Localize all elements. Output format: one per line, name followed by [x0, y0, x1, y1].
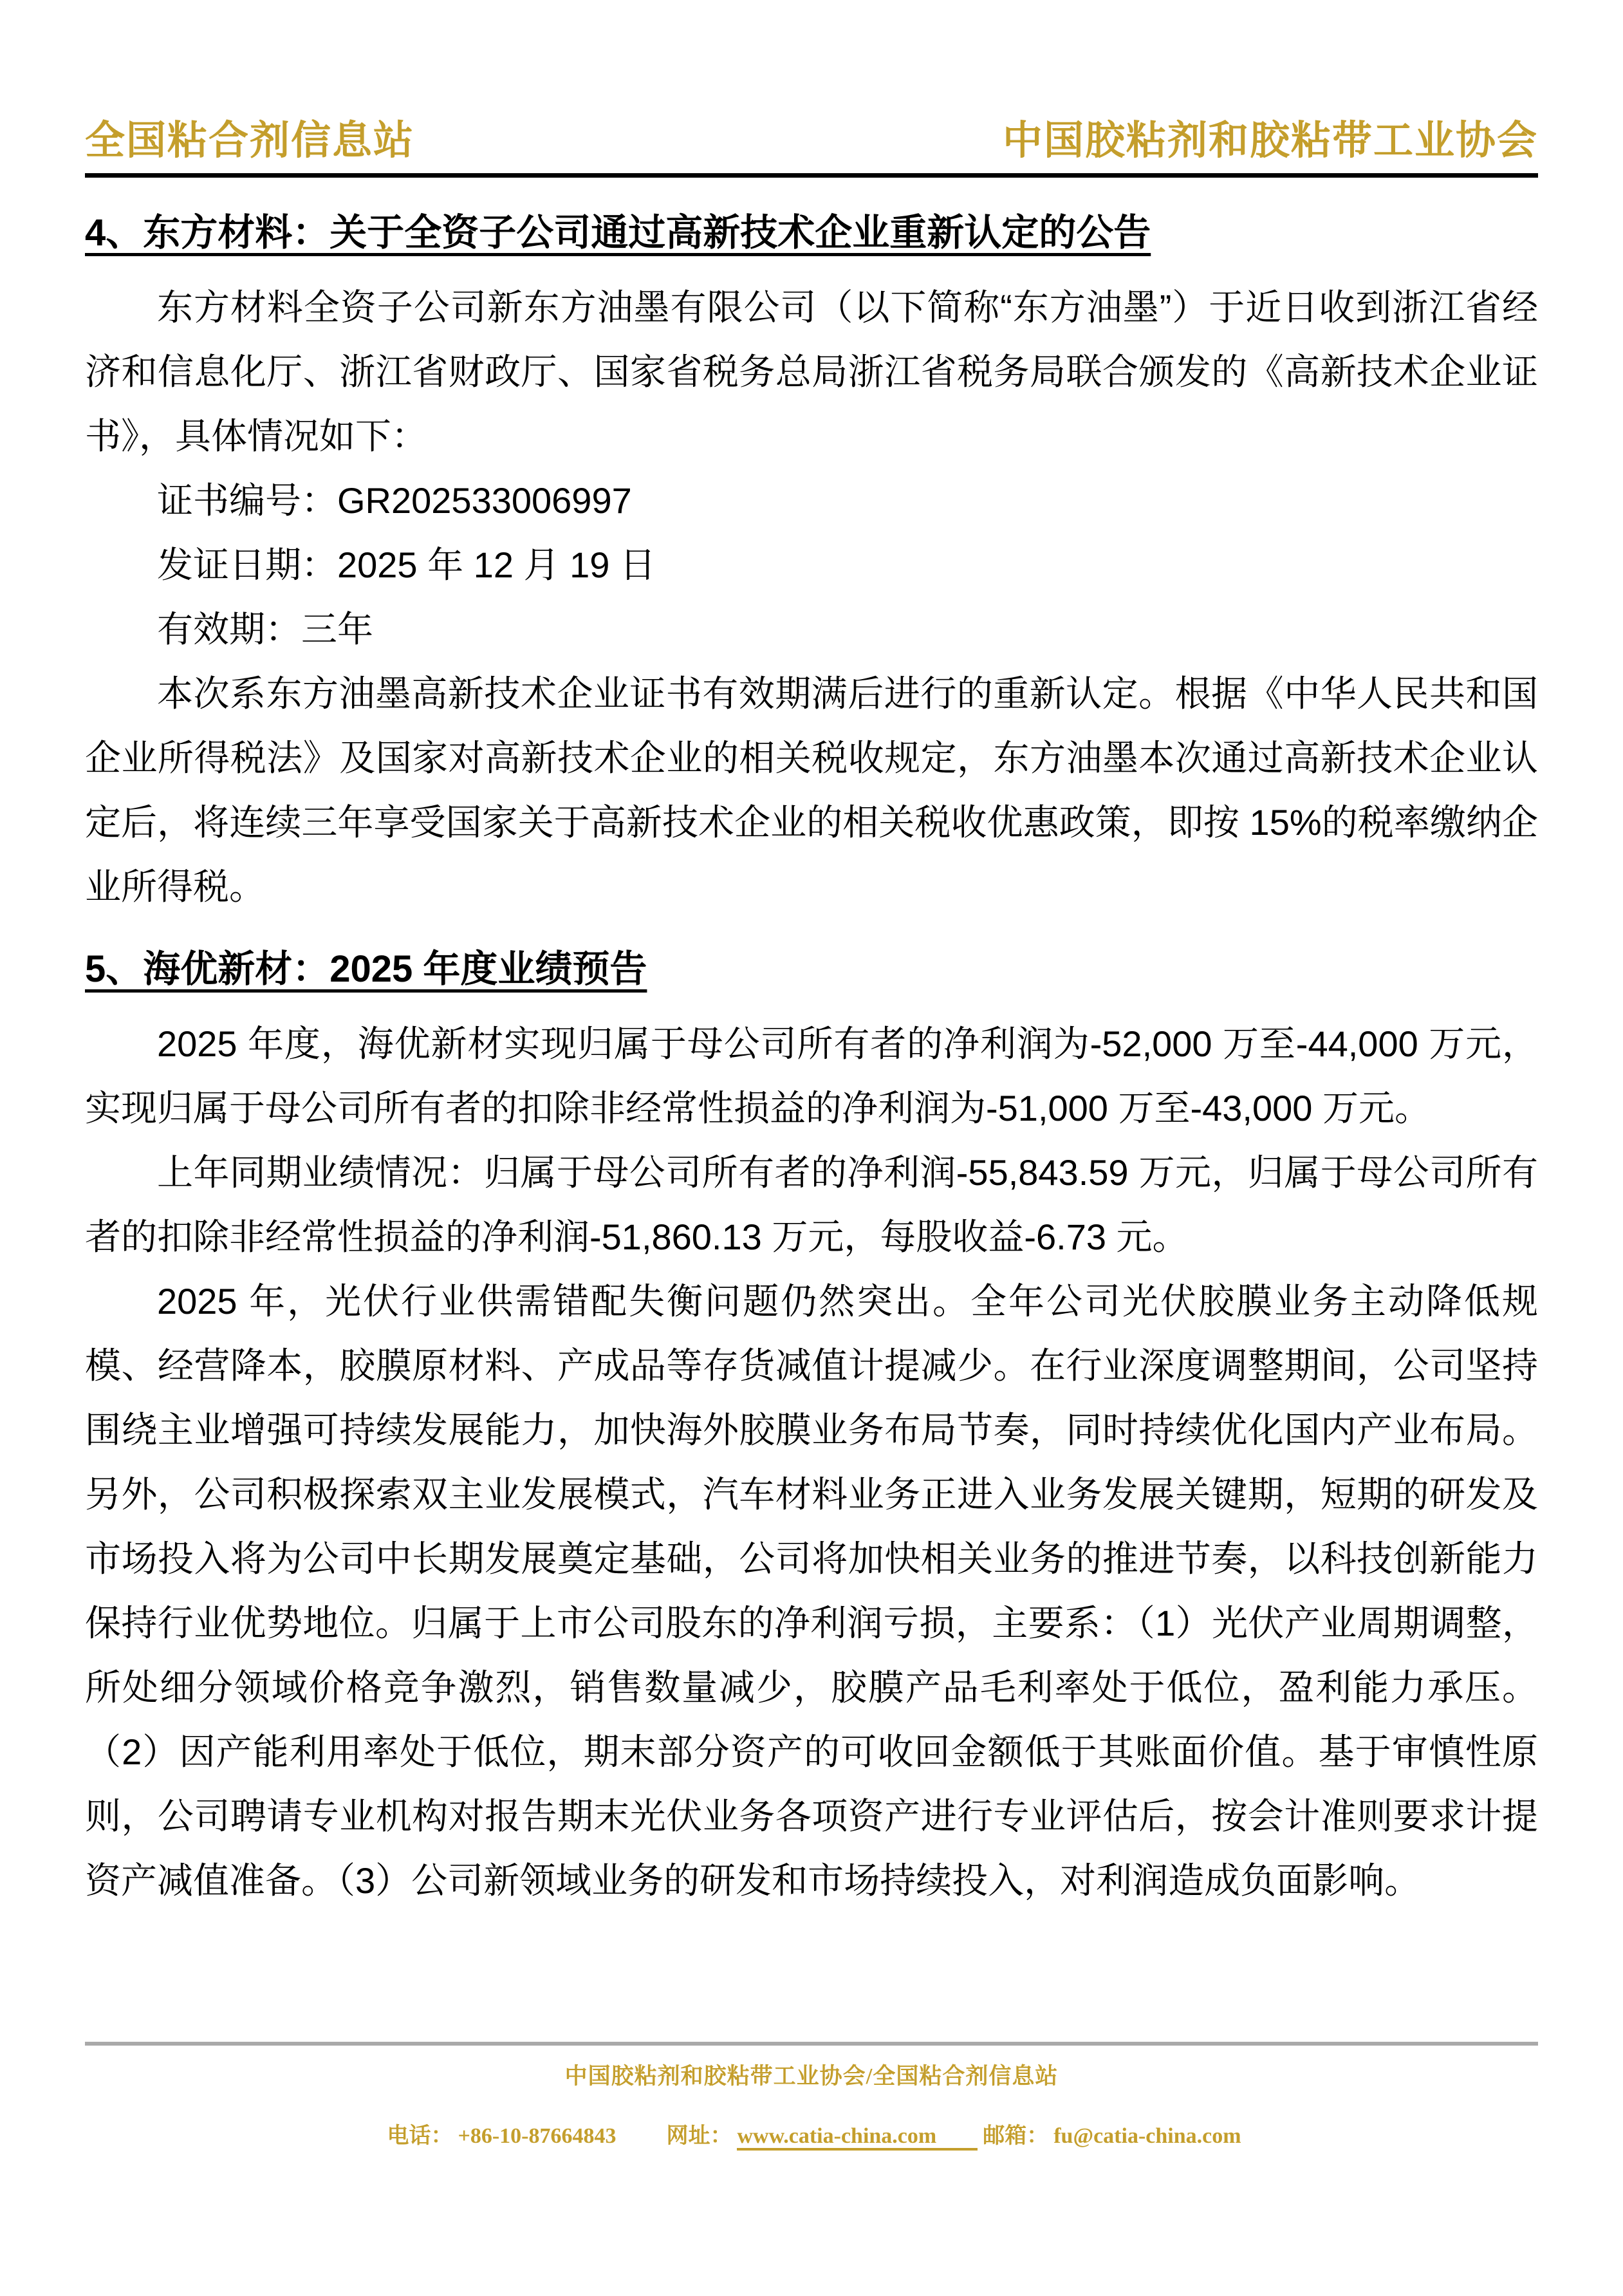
- section-5-paragraph-prior-year: 上年同期业绩情况：归属于母公司所有者的净利润-55,843.59 万元，归属于母公司所有者的扣除非经常性损益的净利润-51,860.13 万元，每股收益-6.73 元。: [85, 1152, 1538, 1257]
- section-4-heading-text: 4、东方材料：关于全资子公司通过高新技术企业重新认定的公告: [85, 212, 1151, 254]
- section-5-heading-text: 5、海优新材：2025 年度业绩预告: [85, 948, 647, 990]
- validity-line: 有效期：三年: [157, 609, 373, 649]
- email-label: 邮箱：: [983, 2124, 1049, 2148]
- page-header: [85, 0, 1538, 178]
- section-4-paragraph-detail: 本次系东方油墨高新技术企业证书有效期满后进行的重新认定。根据《中华人民共和国企业所得税法》及国家对高新技术企业的相关税收规定，东方油墨本次通过高新技术企业认定后，将连续三年享受国家关于高新技术企业的相关税收优惠政策，即按 15%的税率缴纳企业所得税。: [85, 673, 1538, 907]
- header-right-title: 中国胶粘剂和胶粘带工业协会: [1002, 118, 1538, 163]
- phone-label: 电话：: [387, 2124, 453, 2148]
- footer-divider: [85, 2042, 1538, 2046]
- footer-org-line: 中国胶粘剂和胶粘带工业协会/全国粘合剂信息站: [564, 2064, 1059, 2089]
- section-4-heading: [85, 209, 1538, 257]
- section-5-paragraph-forecast: 2025 年度，海优新材实现归属于母公司所有者的净利润为-52,000 万至-44,000 万元，实现归属于母公司所有者的扣除非经常性损益的净利润为-51,000 万至-43,000 万元。: [85, 1023, 1538, 1128]
- website-label: 网址：: [666, 2124, 732, 2148]
- certificate-number-line: 证书编号：GR202533006997: [157, 480, 632, 521]
- section-5-heading: [85, 945, 1538, 994]
- page-footer: [85, 2042, 1538, 2149]
- section-4-paragraph-intro: 东方材料全资子公司新东方油墨有限公司（以下简称“东方油墨”）于近日收到浙江省经济和信息化厅、浙江省财政厅、国家省税务总局浙江省税务局联合颁发的《高新技术企业证书》，具体情况如下：: [85, 287, 1538, 456]
- header-left-title: 全国粘合剂信息站: [85, 118, 415, 163]
- issue-date-line: 发证日期：2025 年 12 月 19 日: [157, 545, 656, 585]
- website-link[interactable]: www.catia-china.com: [737, 2124, 978, 2151]
- email-address: fu@catia-china.com: [1053, 2124, 1241, 2148]
- section-5-paragraph-analysis: 2025 年，光伏行业供需错配失衡问题仍然突出。全年公司光伏胶膜业务主动降低规模、经营降本，胶膜原材料、产成品等存货减值计提减少。在行业深度调整期间，公司坚持围绕主业增强可持续发展能力，加快海外胶膜业务布局节奏，同时持续优化国内产业布局。另外，公司积极探索双主业发展模式，汽车材料业务正进入业务发展关键期，短期的研发及市场投入将为公司中长期发展奠定基础，公司将加快相关业务的推进节奏，以科技创新能力保持行业优势地位。归属于上市公司股东的净利润亏损，主要系：（1）光伏产业周期调整，所处细分领域价格竞争激烈，销售数量减少，胶膜产品毛利率处于低位，盈利能力承压。（2）因产能利用率处于低位，期末部分资产的可收回金额低于其账面价值。基于审慎性原则，公司聘请专业机构对报告期末光伏业务各项资产进行专业评估后，按会计准则要求计提资产减值准备。（3）公司新领域业务的研发和市场持续投入，对利润造成负面影响。: [85, 1281, 1538, 1901]
- phone-number: +86-10-87664843: [458, 2124, 617, 2148]
- footer-contact-line: [85, 2118, 1538, 2149]
